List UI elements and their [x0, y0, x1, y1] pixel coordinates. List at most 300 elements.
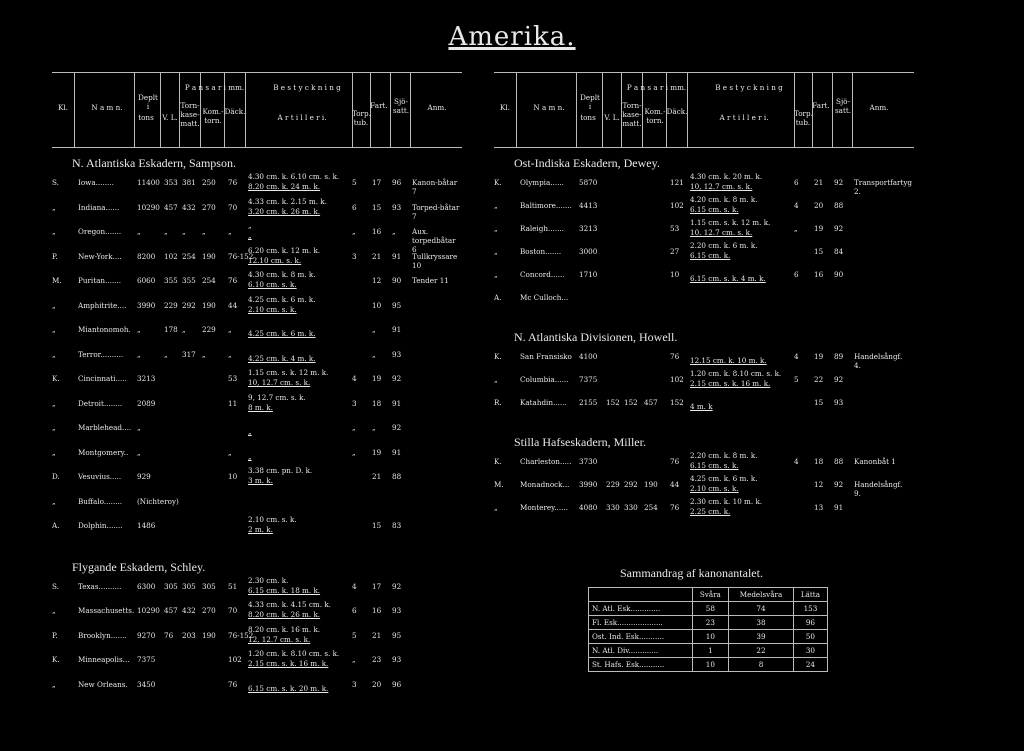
summary-label: Fl. Esk....................	[589, 616, 693, 630]
cell-art2: 6.15 cm. k. 18 m. k.	[248, 585, 321, 595]
cell-art2: 10. 12.7 cm. s. k.	[690, 228, 753, 237]
cell-torp: 4	[352, 581, 357, 591]
cell-sjo: 91	[392, 251, 402, 261]
header-divider	[576, 73, 577, 147]
cell-deplt: 3450	[137, 679, 156, 689]
cell-fart: 10	[372, 300, 382, 310]
cell-name: Dolphin.......	[78, 521, 123, 530]
cell-art1: 1.15 cm. s. k. 12 m. k.	[690, 218, 771, 227]
cell-fart: 20	[372, 679, 382, 689]
cell-art1: 4.30 cm. k. 6.10 cm. s. k.	[248, 172, 340, 181]
cell-sjo: 92	[834, 224, 844, 233]
table-row	[52, 393, 462, 415]
cell-sjo: 91	[392, 447, 402, 457]
cell-class: K.	[494, 178, 502, 187]
cell-fart: „	[372, 349, 376, 359]
cell-deplt: (Nichteroy)	[137, 496, 179, 506]
cell-torn: 355	[182, 276, 196, 285]
cell-kom: 190	[202, 300, 216, 310]
cell-dack: 53	[228, 374, 238, 383]
cell-deplt: 3000	[579, 247, 598, 256]
table-row	[52, 466, 462, 488]
cell-fart: 15	[814, 247, 824, 256]
cell-torn: 305	[182, 581, 196, 591]
cell-class: K.	[52, 655, 60, 664]
cell-deplt: 1486	[137, 521, 156, 530]
header-divider	[602, 73, 603, 147]
cell-dack: 76-152	[228, 251, 254, 261]
cell-class: „	[494, 503, 498, 512]
cell-fart: 18	[814, 457, 824, 466]
cell-anm: Kanonbåt 1	[854, 457, 896, 466]
cell-fart: 16	[372, 227, 382, 236]
cell-anm: Aux. torpedbåtar 6	[412, 227, 456, 254]
cell-fart: 15	[814, 398, 824, 407]
cell-art1: 1.20 cm. k. 8.10 cm. s. k.	[690, 369, 782, 378]
cell-art2: 2.15 cm. s. k. 16 m. k.	[690, 379, 771, 388]
cell-art2: „	[248, 451, 252, 461]
cell-name: New Orleans.	[78, 679, 128, 689]
cell-class: M.	[52, 276, 62, 285]
cell-class: „	[494, 201, 498, 210]
cell-deplt: 7375	[137, 655, 156, 664]
cell-torp: 5	[352, 178, 357, 187]
cell-class: „	[494, 247, 498, 256]
cell-dack: 152	[670, 398, 684, 407]
header-sjo: Sjö-satt.	[834, 97, 852, 115]
summary-value: 23	[692, 616, 729, 630]
cell-sjo: 91	[392, 398, 402, 408]
header-divider	[410, 73, 411, 147]
cell-deplt: 8200	[137, 251, 156, 261]
cell-sjo: 90	[392, 276, 402, 285]
summary-title: Sammandrag af kanonantalet.	[620, 566, 763, 580]
cell-name: Amphitrite....	[78, 300, 127, 310]
cell-art1: 8.20 cm. k. 16 m. k.	[248, 624, 321, 634]
cell-deplt: „	[137, 447, 141, 457]
table-row	[52, 344, 462, 366]
cell-torp: 3	[352, 679, 357, 689]
cell-sjo: 92	[392, 581, 402, 591]
cell-vl: 76	[164, 630, 174, 640]
header-kl: Kl.	[500, 103, 510, 112]
cell-sjo: 95	[392, 300, 402, 310]
cell-sjo: 83	[392, 521, 402, 530]
cell-name: Monterey......	[520, 503, 568, 512]
summary-value: 8	[729, 658, 794, 672]
cell-dack: 76	[228, 178, 238, 187]
cell-name: New-York....	[78, 251, 122, 261]
table-row	[494, 451, 914, 473]
cell-class: P.	[52, 251, 58, 261]
cell-art2: 2.10 cm. s. k.	[690, 484, 739, 493]
table-row	[494, 241, 914, 263]
header-kl: Kl.	[58, 103, 68, 112]
cell-kom: 305	[202, 581, 216, 591]
header-artilleri: A r t i l l e r i.	[719, 113, 769, 122]
header-sjo: Sjö-satt.	[392, 97, 410, 115]
cell-class: R.	[494, 398, 502, 407]
header-anm: Anm.	[427, 103, 447, 112]
table-row	[494, 172, 914, 194]
section-title: N. Atlantiska Eskadern, Sampson.	[72, 156, 236, 170]
cell-art1: 3.38 cm. pn. D. k.	[248, 466, 313, 475]
cell-name: Buffalo........	[78, 496, 123, 506]
cell-deplt: 3730	[579, 457, 598, 466]
cell-class: P.	[52, 630, 58, 640]
header-divider	[390, 73, 391, 147]
table-row	[494, 287, 914, 309]
header-deplt: Deplt i	[580, 93, 600, 111]
cell-class: A.	[52, 521, 60, 530]
cell-dack: 10	[670, 270, 680, 279]
table-row	[52, 319, 462, 341]
cell-vl: 229	[164, 300, 178, 310]
cell-sjo: „	[392, 227, 396, 236]
cell-deplt: 11400	[137, 178, 160, 187]
cell-class: K.	[494, 457, 502, 466]
cell-class: S.	[52, 178, 59, 187]
header-divider	[134, 73, 135, 147]
header-anm: Anm.	[869, 103, 889, 112]
cell-anm: Torped-båtar 7	[412, 202, 460, 221]
cell-name: Iowa........	[78, 178, 114, 187]
table-row	[494, 218, 914, 240]
cell-name: Puritan.......	[78, 276, 121, 285]
cell-name: Katahdin......	[520, 398, 567, 407]
cell-torn: 317	[182, 349, 196, 359]
cell-deplt: 4413	[579, 201, 598, 210]
section-title: Stilla Hafseskadern, Miller.	[514, 435, 646, 449]
cell-fart: 21	[372, 251, 382, 261]
cell-art1: 4.33 cm. k. 2.15 m. k.	[248, 196, 327, 206]
cell-deplt: 3990	[579, 480, 598, 489]
cell-vl: 152	[606, 398, 620, 407]
header-torp: Torp. tub.	[352, 109, 371, 127]
cell-deplt: 10290	[137, 606, 160, 615]
cell-fart: 19	[372, 447, 382, 457]
cell-art1: 4.25 cm. k. 6 m. k.	[690, 474, 758, 483]
cell-name: Marblehead....	[78, 423, 132, 432]
table-row	[52, 270, 462, 292]
cell-art2: 6.15 cm. s. k. 20 m. k.	[248, 683, 329, 693]
table-row	[52, 197, 462, 219]
cell-art1: 1.20 cm. k. 8.10 cm. s. k.	[248, 649, 340, 658]
cell-dack: 70	[228, 202, 238, 212]
cell-dack: „	[228, 447, 232, 457]
summary-label: St. Hafs. Esk...........	[589, 658, 693, 672]
summary-label: N. Atl. Div.............	[589, 644, 693, 658]
cell-name: Olympia......	[520, 178, 564, 187]
cell-anm: Kanon-båtar 7	[412, 178, 458, 196]
cell-dack: „	[228, 349, 232, 359]
summary-col-header	[589, 588, 693, 602]
cell-fart: 20	[814, 201, 824, 210]
cell-art2: 2.10 cm. s. k.	[248, 304, 297, 314]
cell-class: „	[52, 606, 56, 615]
cell-dack: 102	[228, 655, 242, 664]
cell-vl: 305	[164, 581, 178, 591]
cell-sjo: 92	[834, 375, 844, 384]
cell-sjo: 88	[834, 201, 844, 210]
cell-dack: 70	[228, 606, 238, 615]
cell-deplt: 6300	[137, 581, 156, 591]
cell-sjo: 90	[834, 270, 844, 279]
cell-name: Cincinnati.....	[78, 374, 127, 383]
cell-dack: 51	[228, 581, 238, 591]
cell-torp: „	[352, 423, 356, 432]
cell-art2: 2.25 cm. k.	[690, 507, 731, 516]
cell-kom: 270	[202, 202, 216, 212]
cell-torp: 4	[794, 352, 799, 361]
cell-deplt: 3990	[137, 300, 156, 310]
cell-sjo: 96	[392, 679, 402, 689]
cell-name: Terror..........	[78, 349, 124, 359]
cell-torp: „	[352, 447, 356, 457]
cell-dack: „	[228, 227, 232, 236]
cell-anm: Transportfartyg 2.	[854, 178, 913, 196]
summary-row	[589, 602, 828, 616]
header-fart: Fart.	[812, 101, 830, 110]
cell-kom: „	[202, 227, 206, 236]
header-divider	[160, 73, 161, 147]
cell-name: Raleigh.......	[520, 224, 564, 233]
summary-label: N. Atl. Esk.............	[589, 602, 693, 616]
header-namn: N a m n.	[533, 103, 565, 112]
cell-kom: 229	[202, 325, 216, 334]
summary-col-header: Lätta	[793, 588, 827, 602]
summary-value: 10	[692, 658, 729, 672]
summary-value: 30	[793, 644, 827, 658]
cell-sjo: 88	[834, 457, 844, 466]
summary-value: 74	[729, 602, 794, 616]
cell-vl: 102	[164, 251, 178, 261]
cell-name: Charleston.....	[520, 457, 572, 466]
header-kom: Kom.-torn.	[202, 107, 224, 125]
summary-row	[589, 644, 828, 658]
cell-deplt: 1710	[579, 270, 598, 279]
summary-value: 58	[692, 602, 729, 616]
table-row	[494, 392, 914, 414]
cell-sjo: 93	[392, 349, 402, 359]
header-divider	[516, 73, 517, 147]
table-row	[52, 649, 462, 671]
cell-fart: 18	[372, 398, 382, 408]
cell-torp: 4	[794, 457, 799, 466]
cell-art1: 4.30 cm. k. 20 m. k.	[690, 172, 763, 181]
cell-art2: 6.15 cm. s. k.	[690, 461, 739, 470]
cell-art2: 6.15 cm. k.	[690, 251, 731, 260]
cell-dack: 27	[670, 247, 680, 256]
header-deplt: Deplt i	[138, 93, 158, 111]
cell-deplt: „	[137, 349, 141, 359]
cell-class: „	[52, 300, 56, 310]
table-row	[52, 417, 462, 439]
cell-fart: 16	[372, 606, 382, 615]
cell-kom: 457	[644, 398, 658, 407]
cell-art1: 9, 12.7 cm. s. k.	[248, 392, 306, 402]
header-torp: Torp. tub.	[794, 109, 813, 127]
cell-art2: 6.10 cm. s. k.	[248, 280, 297, 289]
cell-vl: 457	[164, 606, 178, 615]
cell-class: „	[494, 224, 498, 233]
cell-fart: 21	[372, 630, 382, 640]
cell-torn: 292	[624, 480, 638, 489]
table-row	[494, 195, 914, 217]
cell-fart: „	[372, 325, 376, 334]
cell-fart: 16	[814, 270, 824, 279]
cell-deplt: 4080	[579, 503, 598, 512]
cell-torn: 432	[182, 202, 196, 212]
cell-dack: 10	[228, 472, 238, 481]
cell-torn: 203	[182, 630, 196, 640]
cell-name: Minneapolis...	[78, 655, 130, 664]
cell-class: „	[52, 496, 56, 506]
cell-torp: 4	[352, 374, 357, 383]
cell-art1: 6.20 cm. k. 12 m. k.	[248, 245, 321, 255]
cell-art2: 8.20 cm. k. 24 m. k.	[248, 182, 321, 191]
cell-fart: 21	[372, 472, 382, 481]
cell-class: „	[52, 447, 56, 457]
cell-fart: 17	[372, 178, 382, 187]
cell-class: „	[52, 349, 56, 359]
cell-art2: 8.20 cm. k. 26 m. k.	[248, 610, 321, 619]
right-table	[494, 72, 914, 532]
cell-name: Oregon.......	[78, 227, 122, 236]
cell-sjo: 91	[392, 325, 402, 334]
cell-name: Concord......	[520, 270, 565, 279]
cell-sjo: 93	[392, 606, 402, 615]
cell-sjo: 92	[392, 423, 402, 432]
cell-fart: 21	[814, 178, 824, 187]
cell-deplt: „	[137, 325, 141, 334]
cell-art1: 1.15 cm. s. k. 12 m. k.	[248, 368, 329, 377]
page-title: Amerika.	[448, 22, 576, 52]
cell-class: „	[52, 325, 56, 334]
cell-sjo: 95	[392, 630, 402, 640]
cell-art2: 4.25 cm. k. 4 m. k.	[248, 353, 316, 363]
cell-torp: „	[794, 224, 798, 233]
cell-sjo: 96	[392, 178, 402, 187]
cell-torp: 6	[352, 606, 357, 615]
cell-art1: 4.20 cm. k. 8 m. k.	[690, 195, 758, 204]
cell-art1: 2.30 cm. k.	[248, 575, 289, 585]
cell-art1: 2.20 cm. k. 6 m. k.	[690, 241, 758, 250]
table-row	[494, 474, 914, 496]
cell-deplt: 2155	[579, 398, 598, 407]
cell-name: Baltimore.......	[520, 201, 572, 210]
cell-kom: 254	[644, 503, 658, 512]
cell-torp: 5	[794, 375, 799, 384]
cell-art2: 12.15 cm. k. 10 m. k.	[690, 356, 767, 365]
cell-fart: 19	[814, 224, 824, 233]
header-tons: tons	[580, 113, 596, 122]
cell-torp: 6	[794, 178, 799, 187]
cell-torn: „	[182, 325, 186, 334]
cell-art2: 4 m. k	[690, 402, 713, 411]
table-row	[494, 369, 914, 391]
table-row	[52, 295, 462, 317]
cell-sjo: 92	[834, 178, 844, 187]
cell-dack: 76	[670, 352, 680, 361]
cell-art1: 4.25 cm. k. 6 m. k.	[248, 294, 316, 304]
cell-art2: 4.25 cm. k. 6 m. k.	[248, 329, 316, 338]
cell-deplt: 6060	[137, 276, 156, 285]
cell-name: Vesuvius.....	[78, 472, 122, 481]
summary-value: 24	[793, 658, 827, 672]
cell-torn: 152	[624, 398, 638, 407]
cell-name: Texas..........	[78, 581, 122, 591]
cell-kom: „	[202, 349, 206, 359]
cell-fart: 12	[372, 276, 382, 285]
cell-torn: „	[182, 227, 186, 236]
cell-sjo: 93	[392, 655, 402, 664]
summary-table	[588, 587, 828, 672]
cell-art2: 12, 12.7 cm. s. k.	[248, 634, 311, 644]
cell-name: Columbia......	[520, 375, 569, 384]
cell-kom: 190	[202, 251, 216, 261]
cell-vl: 353	[164, 178, 178, 187]
table-row	[494, 497, 914, 519]
summary-col-header: Svåra	[692, 588, 729, 602]
header-tons: tons	[138, 113, 154, 122]
cell-class: „	[494, 270, 498, 279]
table-header	[494, 72, 914, 148]
summary-value: 39	[729, 630, 794, 644]
summary-value: 153	[793, 602, 827, 616]
cell-class: K.	[52, 374, 60, 383]
header-bestyckning: B e s t y c k n i n g	[715, 83, 783, 92]
cell-kom: 270	[202, 606, 216, 615]
cell-dack: 76	[228, 276, 238, 285]
header-vl: V. L.	[162, 113, 178, 122]
cell-dack: 76	[228, 679, 238, 689]
cell-art1: „	[248, 221, 252, 230]
cell-deplt: 10290	[137, 202, 160, 212]
cell-vl: 229	[606, 480, 620, 489]
cell-torp: 6	[352, 202, 357, 212]
summary-value: 10	[692, 630, 729, 644]
cell-dack: 44	[228, 300, 238, 310]
cell-dack: 102	[670, 375, 684, 384]
summary-label: Ost. Ind. Esk...........	[589, 630, 693, 644]
cell-deplt: 3213	[137, 374, 156, 383]
table-row	[52, 172, 462, 194]
table-row	[52, 246, 462, 268]
cell-anm: Tullkryssare 10	[412, 251, 458, 270]
table-row	[52, 368, 462, 390]
cell-art1: 4.33 cm. k. 4.15 cm. k.	[248, 600, 331, 609]
cell-name: San Fransisko	[520, 352, 572, 361]
header-fart: Fart.	[370, 101, 388, 110]
table-row	[494, 264, 914, 286]
summary-row	[589, 616, 828, 630]
cell-class: A.	[494, 293, 502, 302]
cell-torn: 254	[182, 251, 196, 261]
header-kom: Kom.-torn.	[644, 107, 666, 125]
cell-vl: 178	[164, 325, 178, 334]
cell-art2: 12.10 cm. s. k.	[248, 255, 302, 265]
header-divider	[74, 73, 75, 147]
cell-art2: 10, 12.7 cm. s. k.	[690, 182, 753, 191]
cell-art2: 3 m. k.	[248, 476, 273, 485]
header-divider	[852, 73, 853, 147]
header-bestyckning: B e s t y c k n i n g	[273, 83, 341, 92]
left-table	[52, 72, 462, 751]
cell-vl: 355	[164, 276, 178, 285]
cell-art1: 2.10 cm. s. k.	[248, 515, 297, 524]
cell-dack: „	[228, 325, 232, 334]
